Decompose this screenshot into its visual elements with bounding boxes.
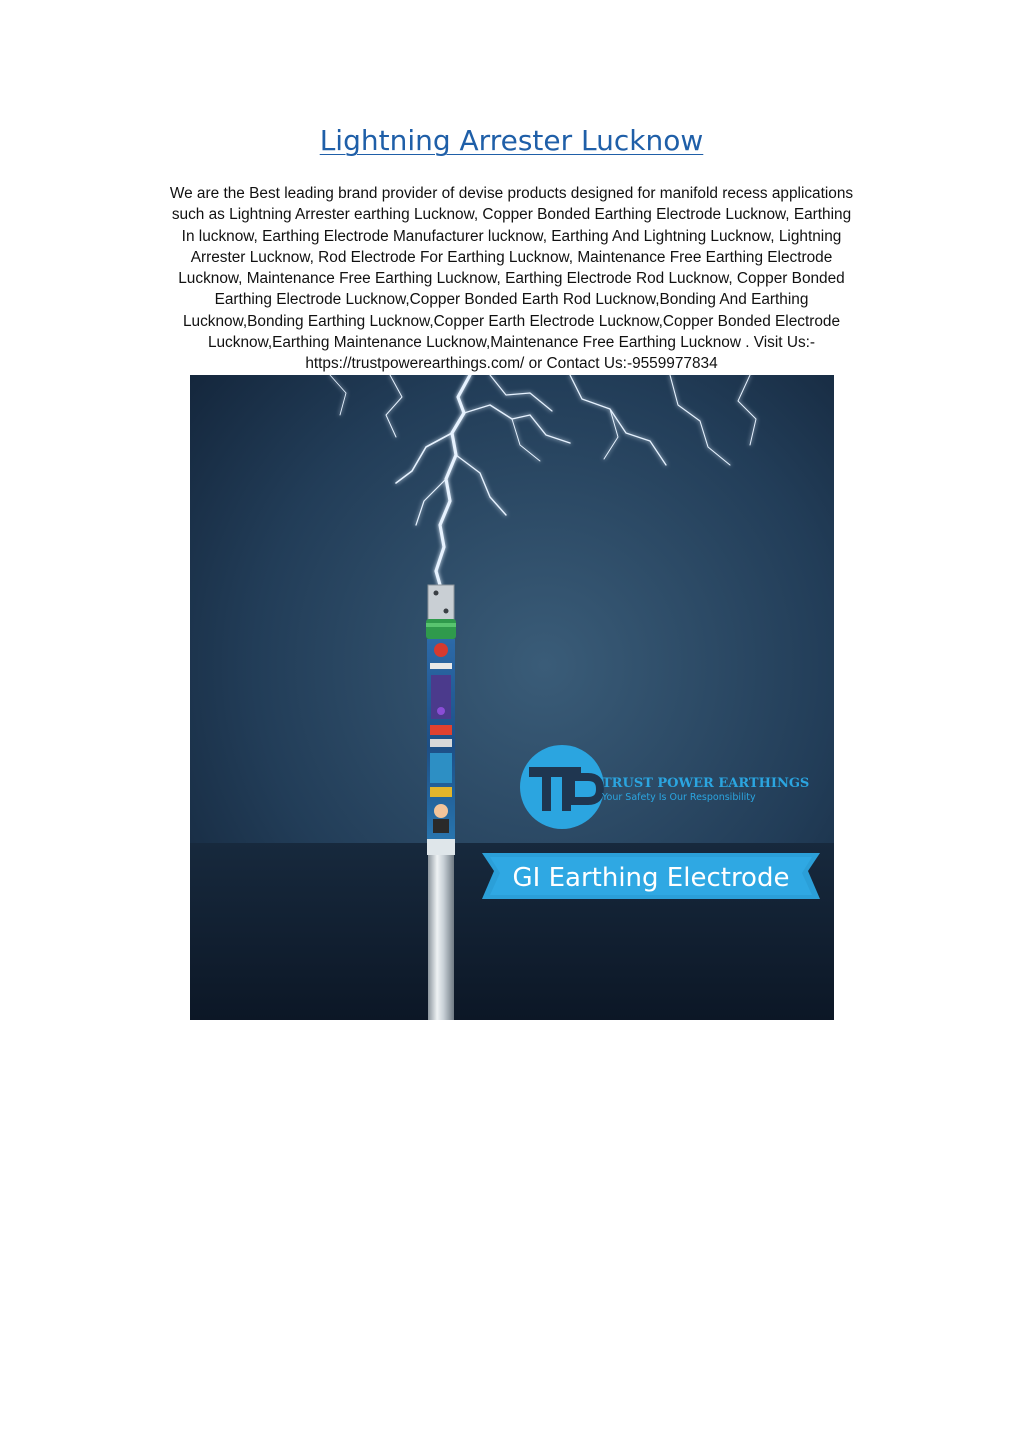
product-banner	[482, 853, 820, 899]
paragraph-line: Arrester Lucknow, Rod Electrode For Earthing Lucknow, Maintenance Free Earthing Electrode	[190, 248, 833, 266]
paragraph-line: In lucknow, Earthing Electrode Manufacturer lucknow, Earthing And Lightning Lucknow, Lightning	[181, 227, 842, 245]
paragraph-line: Lucknow,Bonding Earthing Lucknow,Copper Earth Electrode Lucknow,Copper Bonded Electrode	[182, 312, 841, 330]
brand-name: TRUST POWER EARTHINGS	[602, 776, 810, 791]
paragraph-line: such as Lightning Arrester earthing Lucknow, Copper Bonded Earthing Electrode Lucknow, Earthing	[171, 206, 852, 224]
product-photo-illustration	[190, 375, 834, 1020]
page-title[interactable]: Lightning Arrester Lucknow	[319, 124, 704, 157]
earthing-electrode-rod	[426, 585, 456, 1020]
paragraph-line: Lucknow,Earthing Maintenance Lucknow,Maintenance Free Earthing Lucknow . Visit Us:-	[207, 334, 816, 352]
paragraph-line: We are the Best leading brand provider of devise products designed for manifold recess applications	[169, 185, 854, 202]
contact-line: https://trustpowerearthings.com/ or Contact Us:-9559977834	[305, 355, 718, 373]
paragraph-line: Earthing Electrode Lucknow,Copper Bonded Earth Rod Lucknow,Bonding And Earthing	[214, 291, 809, 309]
brand-logo	[520, 745, 604, 829]
brand-tagline: Your Safety Is Our Responsibility	[602, 792, 756, 803]
description-paragraph	[120, 183, 903, 375]
paragraph-line: Lucknow, Maintenance Free Earthing Lucknow, Earthing Electrode Rod Lucknow, Copper Bonded	[178, 270, 845, 288]
banner-text: GI Earthing Electrode	[512, 863, 790, 893]
product-photo	[190, 375, 834, 1020]
